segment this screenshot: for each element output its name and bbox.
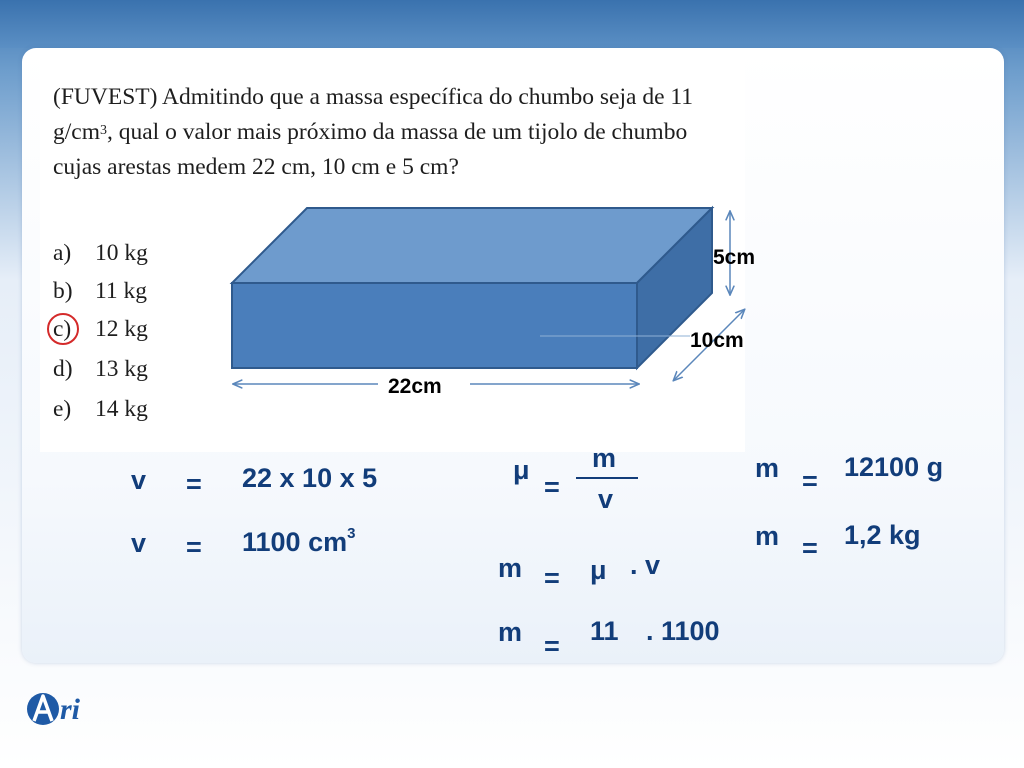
volume-result-value: 1100 $cm^3$ — [242, 525, 356, 557]
mass-grams-equals: = — [802, 466, 818, 496]
density-numerator: m — [592, 443, 617, 473]
brick-top-face — [232, 208, 712, 283]
mass-sub-var: m — [498, 617, 523, 647]
brick-front-face — [232, 283, 637, 368]
mass-sub-equals: = — [544, 631, 560, 661]
volume-result-var: v — [131, 528, 147, 558]
label-height: 5cm — [713, 246, 756, 269]
density-denominator: v — [598, 484, 614, 514]
volume-expression: 22 x 10 x 5 — [242, 463, 378, 493]
mass-kg-equals: = — [802, 533, 818, 563]
option-a: a) 10 kg — [53, 240, 148, 266]
mass-sub-density: 11 — [590, 616, 619, 646]
option-b: b) 11 kg — [53, 278, 148, 304]
density-equals: = — [544, 472, 560, 502]
ari-logo — [24, 683, 124, 733]
volume-var: v — [131, 465, 147, 495]
mass-grams-var: m — [755, 453, 780, 483]
fraction-bar — [576, 477, 638, 479]
mass-formula-equals: = — [544, 563, 560, 593]
option-e: e) 14 kg — [53, 396, 148, 422]
label-length: 22cm — [388, 375, 442, 398]
mass-formula-v: . v — [630, 550, 661, 580]
label-depth: 10cm — [690, 329, 744, 352]
volume-result-equals: = — [186, 532, 202, 562]
mass-formula-mu: μ — [590, 555, 607, 585]
option-d: d) 13 kg — [53, 356, 148, 382]
density-symbol: μ — [513, 455, 530, 485]
mass-kg-var: m — [755, 521, 780, 551]
volume-equals: = — [186, 469, 202, 499]
mass-formula-var: m — [498, 553, 523, 583]
option-c: c) 12 kg — [53, 316, 148, 342]
mass-kg-value: 1,2 kg — [844, 520, 921, 550]
mass-grams-value: 12100 g — [844, 452, 944, 482]
svg-text:ri: ri — [60, 693, 81, 726]
mass-sub-volume: . 1100 — [646, 616, 720, 646]
question-text: (FUVEST) Admitindo que a massa específica do chumbo seja de 11 $g/cm^3$, qual o valor mais próximo da massa de um tijolo de chumbo cujas arestas medem 22 cm, 10 cm e 5 cm? — [53, 84, 694, 180]
